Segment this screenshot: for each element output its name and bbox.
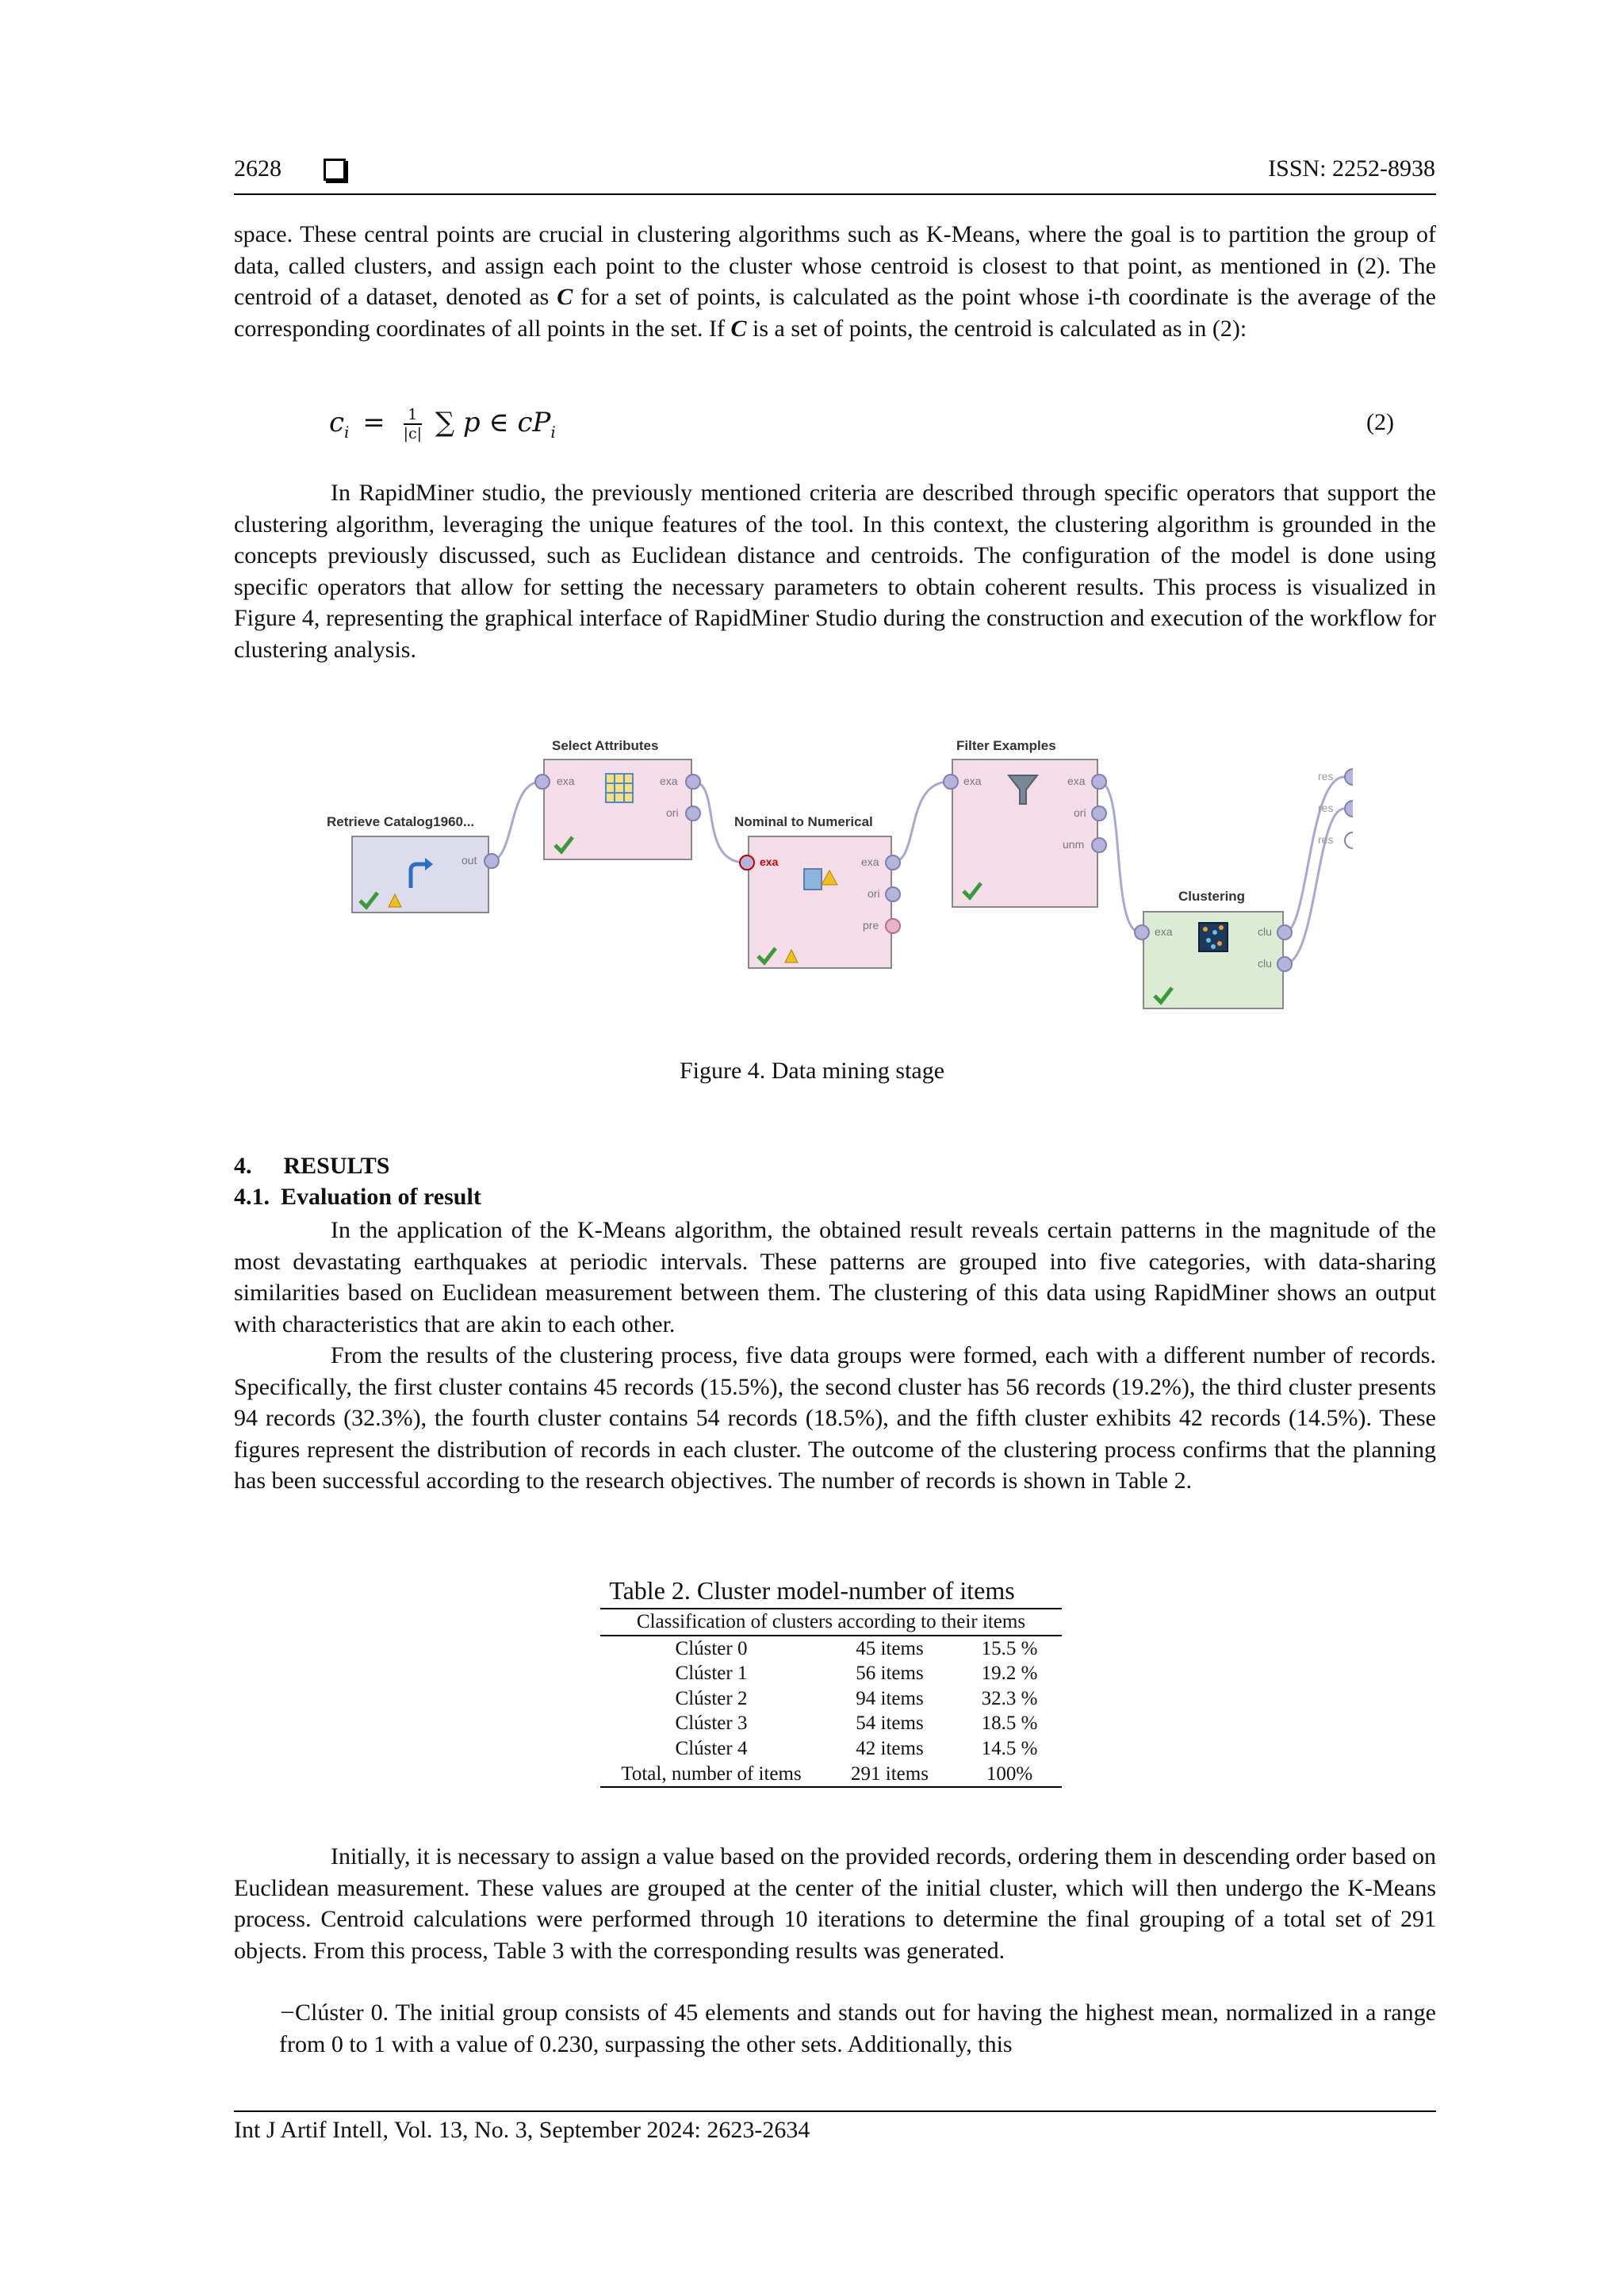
- nominal-title: Nominal to Numerical: [734, 814, 873, 829]
- footer-rule: [234, 2110, 1436, 2112]
- equation-equals: =: [362, 407, 385, 438]
- wire-clustering-res1: [1285, 777, 1344, 932]
- cluster-items: 42 items: [856, 1737, 924, 1759]
- section-4-title: RESULTS: [283, 1153, 390, 1179]
- wire-nominal-filter: [892, 782, 949, 863]
- nominal-out-port-2[interactable]: [886, 887, 900, 901]
- equation-rhs: ∑ p ∈ cP: [435, 407, 551, 438]
- equation-number: (2): [1366, 409, 1394, 435]
- paragraph-3: In the application of the K-Means algorithm, the obtained result reveals certain patterns in the magnitude of the most devastating earthquakes at periodic intervals. These patterns are grouped into five categories, with data-sharing similarities based on Euclidean measurement between them. The clustering of this data using RapidMiner shows an output with characteristics that are akin to each other.: [234, 1217, 1436, 1337]
- paragraph-4: From the results of the clustering process, five data groups were formed, each with a different number of records. Specifically, the first cluster contains 45 records (15.5%), the second cluster has 56 records (19.2%), the third cluster presents 94 records (32.3%), the fourth cluster contains 54 records (18.5%), and the fifth cluster exhibits 42 records (14.5%). These figures represent the distribution of records in each cluster. The outcome of the clustering process confirms that the planning has been successful according to the research objectives. The number of records is shown in Table 2.: [234, 1342, 1436, 1494]
- select-out-port-1[interactable]: [686, 775, 700, 789]
- nominal-out-port-1[interactable]: [886, 855, 900, 870]
- select-port-out2-label: ori: [666, 806, 679, 819]
- table-title: Table 2. Cluster model-number of items: [609, 1576, 1015, 1605]
- cluster-pct: 14.5 %: [981, 1737, 1038, 1759]
- retrieve-title: Retrieve Catalog1960...: [327, 814, 475, 829]
- result-port-1-label: res: [1318, 770, 1334, 783]
- result-port-3-label: res: [1318, 833, 1334, 846]
- section-4-1-heading: [234, 1184, 481, 1211]
- cluster-pct: 32.3 %: [981, 1687, 1038, 1709]
- table-grid-icon: [606, 774, 633, 802]
- section-4-1-number: 4.1.: [234, 1184, 270, 1210]
- filter-port-out1-label: exa: [1067, 775, 1086, 787]
- section-4-heading: [234, 1153, 389, 1180]
- table-row: [600, 1661, 1062, 1686]
- cluster-table: [600, 1608, 1062, 1788]
- cluster-name: Clúster 0: [675, 1637, 748, 1659]
- bullet-item-cluster-0: [279, 1997, 1436, 2060]
- cluster-scatter-icon: [1199, 923, 1228, 951]
- clustering-out-port-2[interactable]: [1277, 957, 1292, 971]
- cluster-pct: 18.5 %: [981, 1712, 1038, 1735]
- select-in-port[interactable]: [535, 775, 550, 789]
- equation-2: [329, 406, 556, 442]
- result-port-1[interactable]: [1345, 769, 1353, 785]
- footer-citation: Int J Artif Intell, Vol. 13, No. 3, September 2024: 2623-2634: [234, 2117, 810, 2143]
- cluster-name: Clúster 4: [675, 1737, 748, 1759]
- retrieve-out-port[interactable]: [485, 854, 499, 868]
- cluster-pct: 15.5 %: [981, 1637, 1038, 1659]
- cluster-pct: 19.2 %: [981, 1663, 1038, 1685]
- cluster-items: 54 items: [856, 1712, 924, 1735]
- paragraph-5: Initially, it is necessary to assign a value based on the provided records, ordering them in descending order based on Euclidean measurement. These values are grouped at the center of the initial cluster, which will then undergo the K-Means process. Centroid calculations were performed through 10 iterations to determine the final grouping of a total set of 291 objects. From this process, Table 3 with the corresponding results was generated.: [234, 1843, 1436, 1964]
- result-port-3[interactable]: [1345, 832, 1353, 848]
- issn: ISSN: 2252-8938: [1268, 155, 1435, 182]
- filter-port-out3-label: unm: [1063, 838, 1085, 851]
- filter-port-out2-label: ori: [1074, 806, 1086, 819]
- clustering-port-out1-label: clu: [1258, 925, 1272, 938]
- table-row: [600, 1636, 1062, 1662]
- nominal-port-in-label: exa: [760, 855, 779, 868]
- table-row: [600, 1686, 1062, 1712]
- result-port-2-label: res: [1318, 802, 1334, 814]
- filter-out-port-3[interactable]: [1092, 838, 1106, 852]
- cluster-name: Clúster 2: [675, 1687, 748, 1709]
- nominal-out-port-3[interactable]: [886, 919, 900, 933]
- paragraph-1: space. These central points are crucial in clustering algorithms such as K-Means, where the goal is to partition the group of data, called clusters, and assign each point to the cluster whose centroid is closest to that point, as mentioned in (2). The centroid of a dataset, denoted as C for a set of points, is calculated as the point whose i-th coordinate is the average of the corresponding coordinates of all points in the set. If C is a set of points, the centroid is calculated as in (2):: [234, 221, 1436, 342]
- wire-retrieve-select: [490, 782, 541, 861]
- total-items: 291 items: [822, 1762, 957, 1788]
- fraction-numerator: 1: [404, 406, 422, 425]
- clustering-in-port[interactable]: [1135, 925, 1149, 939]
- table-row: [600, 1736, 1062, 1762]
- select-title: Select Attributes: [552, 738, 659, 753]
- equation-lhs-sub: i: [344, 422, 350, 442]
- table-header: Classification of clusters according to their items: [600, 1609, 1062, 1636]
- table-header-row: [600, 1609, 1062, 1636]
- equation-rhs-sub: i: [550, 422, 556, 442]
- fraction-denominator: |c|: [403, 425, 423, 442]
- select-out-port-2[interactable]: [686, 806, 700, 821]
- retrieve-port-out-label: out: [462, 854, 477, 867]
- table-row: [600, 1711, 1062, 1736]
- equation-fraction: [404, 406, 422, 442]
- section-4-number: 4.: [234, 1153, 252, 1179]
- filter-out-port-2[interactable]: [1092, 806, 1106, 821]
- cluster-name: Clúster 3: [675, 1712, 748, 1735]
- page-number: 2628: [234, 155, 282, 182]
- select-port-out1-label: exa: [660, 775, 678, 787]
- nominal-in-port[interactable]: [740, 855, 754, 870]
- cluster-name: Clúster 1: [675, 1663, 748, 1685]
- rapidminer-workflow-diagram: [317, 729, 1364, 1031]
- table-total-row: [600, 1762, 1062, 1788]
- cluster-items: 94 items: [856, 1687, 924, 1709]
- filter-port-in-label: exa: [963, 775, 982, 787]
- total-label: Total, number of items: [600, 1762, 822, 1788]
- cluster-items: 56 items: [856, 1663, 924, 1685]
- header-rule: [234, 193, 1436, 195]
- nominal-port-out3-label: pre: [863, 919, 879, 932]
- filter-in-port[interactable]: [944, 775, 958, 789]
- figure-caption: Figure 4. Data mining stage: [679, 1058, 945, 1084]
- clustering-title: Clustering: [1178, 889, 1246, 904]
- cluster-items: 45 items: [856, 1637, 924, 1659]
- total-pct: 100%: [957, 1762, 1062, 1788]
- clustering-port-out2-label: clu: [1258, 957, 1272, 970]
- wire-filter-clustering: [1099, 782, 1140, 932]
- section-4-1-title: Evaluation of result: [281, 1184, 481, 1210]
- box-symbol-icon: [324, 159, 346, 181]
- filter-title: Filter Examples: [956, 738, 1056, 753]
- clustering-out-port-1[interactable]: [1277, 925, 1292, 939]
- equation-lhs: c: [329, 407, 345, 438]
- select-port-in-label: exa: [557, 775, 575, 787]
- result-port-2[interactable]: [1345, 801, 1353, 817]
- nominal-port-out2-label: ori: [868, 887, 880, 900]
- paragraph-2: In RapidMiner studio, the previously mentioned criteria are described through specific operators that support the clustering algorithm, leveraging the unique features of the tool. In this context, the clustering algorithm is grounded in the concepts previously discussed, such as Euclidean distance and centroids. The configuration of the model is done using specific operators that allow for setting the necessary parameters to obtain coherent results. This process is visualized in Figure 4, representing the graphical interface of RapidMiner Studio during the construction and execution of the workflow for clustering analysis.: [234, 480, 1436, 663]
- nominal-port-out1-label: exa: [861, 855, 879, 868]
- bullet-text: Clúster 0. The initial group consists of 45 elements and stands out for having the highest mean, normalized in a range from 0 to 1 with a value of 0.230, surpassing the other sets. Additionally, this: [279, 1999, 1436, 2057]
- clustering-port-in-label: exa: [1155, 925, 1173, 938]
- filter-out-port-1[interactable]: [1092, 775, 1106, 789]
- bullet-marker: –: [282, 1997, 293, 2023]
